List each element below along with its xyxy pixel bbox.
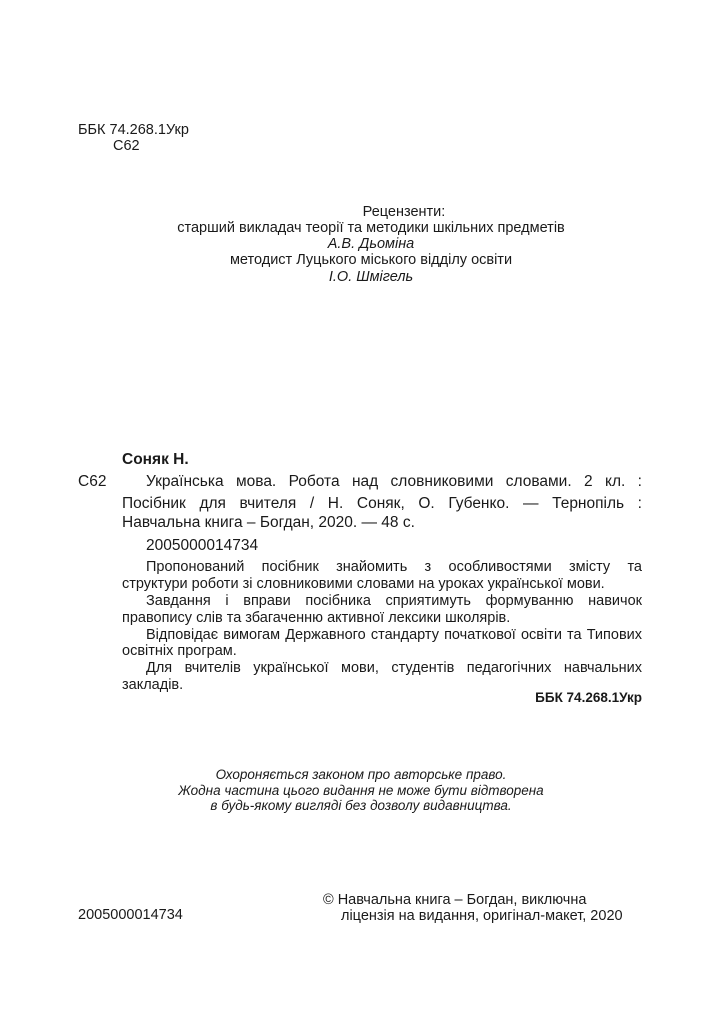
annotation-p3-line1: Відповідає вимогам Державного стандарту початкової освіти та Типових [146,627,642,643]
reviewer-1-name: А.В. Дьоміна [327,236,415,252]
catalog-title-line: Українська мова. Робота над словниковими словами. 2 кл. : [146,473,642,490]
catalog-publisher-line: Навчальна книга – Богдан, 2020. — 48 с. [122,514,415,531]
reviewer-2-position: методист Луцького міського відділу освіти [229,252,513,268]
footer-copyright-line2: ліцензія на видання, оригінал-макет, 2020 [341,908,623,924]
annotation-p1-line2: структури роботи зі словниковими словами на уроках української мови. [122,576,605,592]
reviewer-2-name: І.О. Шмігель [328,269,414,285]
footer-barcode-number: 2005000014734 [78,907,183,923]
reviewer-1-position: старший викладач теорії та методики шкільних предметів [177,220,565,236]
reviewers-heading: Рецензенти: [362,204,446,220]
annotation-p3-line2: освітніх програм. [122,643,237,659]
annotation-p2-line2: правопису слів та збагаченню активної лексики школярів. [122,610,511,626]
annotation-bbk: ББК 74.268.1Укр [535,690,642,705]
catalog-author: Соняк Н. [122,451,189,468]
author-code: С62 [113,138,140,154]
annotation-p1-line1: Пропонований посібник знайомить з особливостями змісту та [146,559,642,575]
annotation-p4-line1: Для вчителів української мови, студентів педагогічних навчальних [146,660,642,676]
copyright-notice-line3: в будь-якому вигляді без дозволу видавництва. [210,798,512,813]
annotation-p2-line1: Завдання і вправи посібника сприятимуть формуванню навичок [146,593,642,609]
copyright-notice-line1: Охороняється законом про авторське право. [215,767,507,782]
catalog-isbn: 2005000014734 [146,537,259,554]
catalog-code: С62 [78,473,107,490]
catalog-description-line: Посібник для вчителя / Н. Соняк, О. Губенко. — Тернопіль : [122,495,642,512]
annotation-p4-line2: закладів. [122,677,184,693]
footer-copyright-line1: © Навчальна книга – Богдан, виключна [323,892,587,908]
bbk-classification: ББК 74.268.1Укр [78,122,189,138]
copyright-notice-line2: Жодна частина цього видання не може бути відтворена [178,783,544,798]
